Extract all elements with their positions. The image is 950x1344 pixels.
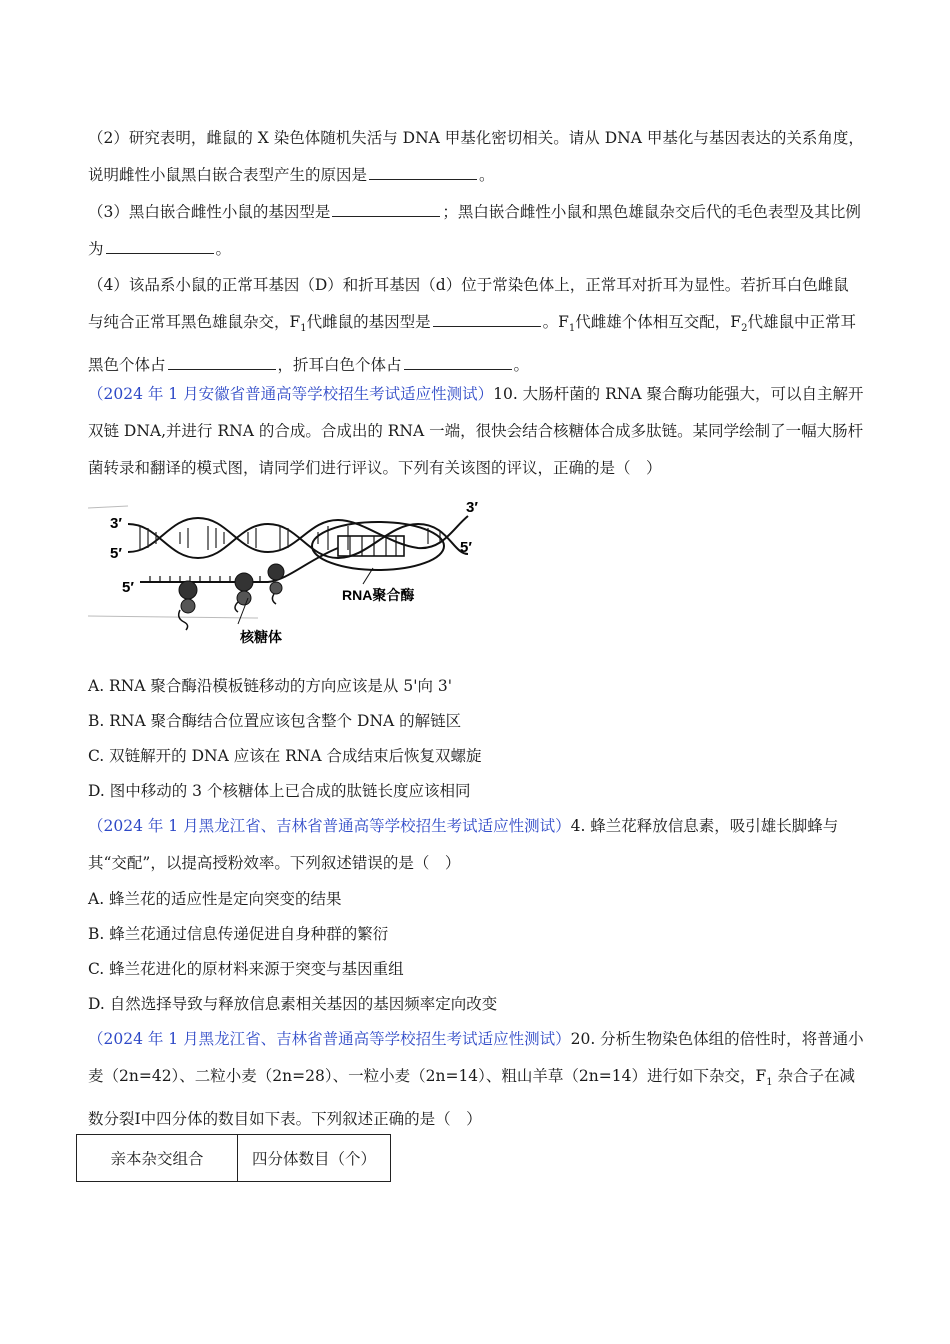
answer-blank[interactable]	[369, 165, 477, 180]
option-b[interactable]: B. RNA 聚合酶结合位置应该包含整个 DNA 的解链区	[88, 712, 462, 730]
option-b[interactable]: B. 蜂兰花通过信息传递促进自身种群的繁衍	[88, 925, 389, 943]
subscript: 1	[300, 323, 307, 335]
answer-blank[interactable]	[404, 355, 512, 370]
part-2-end: 。	[479, 166, 495, 184]
answer-blank[interactable]	[433, 312, 541, 327]
question-4	[88, 808, 864, 882]
part-4-text-6: ，折耳白色个体占	[277, 356, 402, 375]
question-10	[88, 376, 864, 487]
answer-blank[interactable]	[332, 202, 440, 217]
question-20	[88, 1021, 864, 1138]
ribosome-3	[268, 564, 284, 604]
answer-blank[interactable]	[106, 239, 214, 254]
table-header-row	[77, 1135, 391, 1182]
tetrad-table	[76, 1134, 391, 1182]
part-4-text-3: 。F	[542, 313, 569, 331]
part-3-text-2: ；黑白嵌合雌性小鼠和黑色雄鼠杂交后代的毛色表型及其比例为	[88, 203, 861, 258]
subscript: 1	[766, 1077, 773, 1089]
transcription-translation-diagram	[88, 492, 488, 652]
label-rna-polymerase: RNA聚合酶	[342, 587, 415, 603]
option-c[interactable]: C. 双链解开的 DNA 应该在 RNA 合成结束后恢复双螺旋	[88, 747, 482, 765]
question-stem: 4. 蜂兰花释放信息素，吸引雄长脚蜂与其“交配”，以提高授粉效率。下列叙述错误的是（ ）	[88, 817, 839, 872]
option-a[interactable]: A. 蜂兰花的适应性是定向突变的结果	[88, 890, 342, 908]
question-part-4	[88, 267, 864, 384]
option-d[interactable]: D. 自然选择导致与释放信息素相关基因的基因频率定向改变	[88, 995, 498, 1013]
part-3-end: 。	[215, 240, 232, 258]
label-ribosome: 核糖体	[240, 629, 282, 645]
option-c[interactable]: C. 蜂兰花进化的原材料来源于突变与基因重组	[88, 960, 404, 978]
answer-blank[interactable]	[168, 355, 276, 370]
subscript: 2	[741, 323, 748, 335]
question-source: （2024 年 1 月黑龙江省、吉林省普通高等学校招生考试适应性测试）	[88, 817, 571, 835]
label-3prime-right: 3′	[466, 499, 478, 516]
ribosome-2	[235, 573, 253, 612]
part-2-text: （2）研究表明，雌鼠的 X 染色体随机失活与 DNA 甲基化密切相关。请从 DNA 甲基化与基因表达的关系角度，说明雌性小鼠黑白嵌合表型产生的原因是	[88, 129, 864, 184]
label-3prime-left: 3′	[110, 515, 122, 532]
label-5prime-right: 5′	[460, 539, 472, 556]
question-source: （2024 年 1 月黑龙江省、吉林省普通高等学校招生考试适应性测试）	[88, 1030, 571, 1048]
part-3-text: （3）黑白嵌合雌性小鼠的基因型是	[88, 203, 331, 221]
question-part-3	[88, 194, 864, 268]
scan-edge	[88, 616, 258, 618]
question-part-2	[88, 120, 864, 194]
option-d[interactable]: D. 图中移动的 3 个核糖体上已合成的肽链长度应该相同	[88, 782, 471, 800]
part-4-text-4: 代雌雄个体相互交配，F	[575, 313, 742, 331]
part-4-text-5: 代雄鼠中正常耳黑色个体占	[88, 313, 856, 375]
question-stem-2: 杂合子在减数分裂Ⅰ中四分体的数目如下表。下列叙述正确的是（ ）	[88, 1067, 856, 1129]
question-stem: 20. 分析生物染色体组的倍性时，将普通小麦（2n=42）、二粒小麦（2n=28）、一粒小麦（2n=14）、粗山羊草（2n=14）进行如下杂交，F	[88, 1030, 864, 1085]
question-stem: 10. 大肠杆菌的 RNA 聚合酶功能强大，可以自主解开双链 DNA,并进行 RNA 的合成。合成出的 RNA 一端，很快会结合核糖体合成多肽链。某同学绘制了一幅大肠杆菌转录和翻译的模式图，请同学们进行评议。下列有关该图的评议，正确的是（ ）	[88, 385, 864, 477]
table-header-cell: 四分体数目（个）	[238, 1135, 391, 1182]
part-4-text: （4）该品系小鼠的正常耳基因（D）和折耳基因（d）位于常染色体上，正常耳对折耳为显性。若折耳白色雌鼠与纯合正常耳黑色雄鼠杂交，F	[88, 276, 849, 331]
rna-polymerase-shape	[312, 522, 444, 570]
table-header-cell: 亲本杂交组合	[77, 1135, 238, 1182]
part-4-text-2: 代雌鼠的基因型是	[306, 313, 431, 331]
option-a[interactable]: A. RNA 聚合酶沿模板链移动的方向应该是从 5'向 3'	[88, 677, 453, 695]
scan-edge	[88, 506, 128, 508]
label-5prime-rna: 5′	[122, 579, 134, 596]
dna-strand-bottom	[128, 516, 468, 552]
ribosome-1	[179, 581, 197, 630]
label-5prime-left: 5′	[110, 545, 122, 562]
part-4-end: 。	[513, 356, 530, 375]
question-source: （2024 年 1 月安徽省普通高等学校招生考试适应性测试）	[88, 385, 494, 403]
subscript: 1	[568, 323, 576, 335]
